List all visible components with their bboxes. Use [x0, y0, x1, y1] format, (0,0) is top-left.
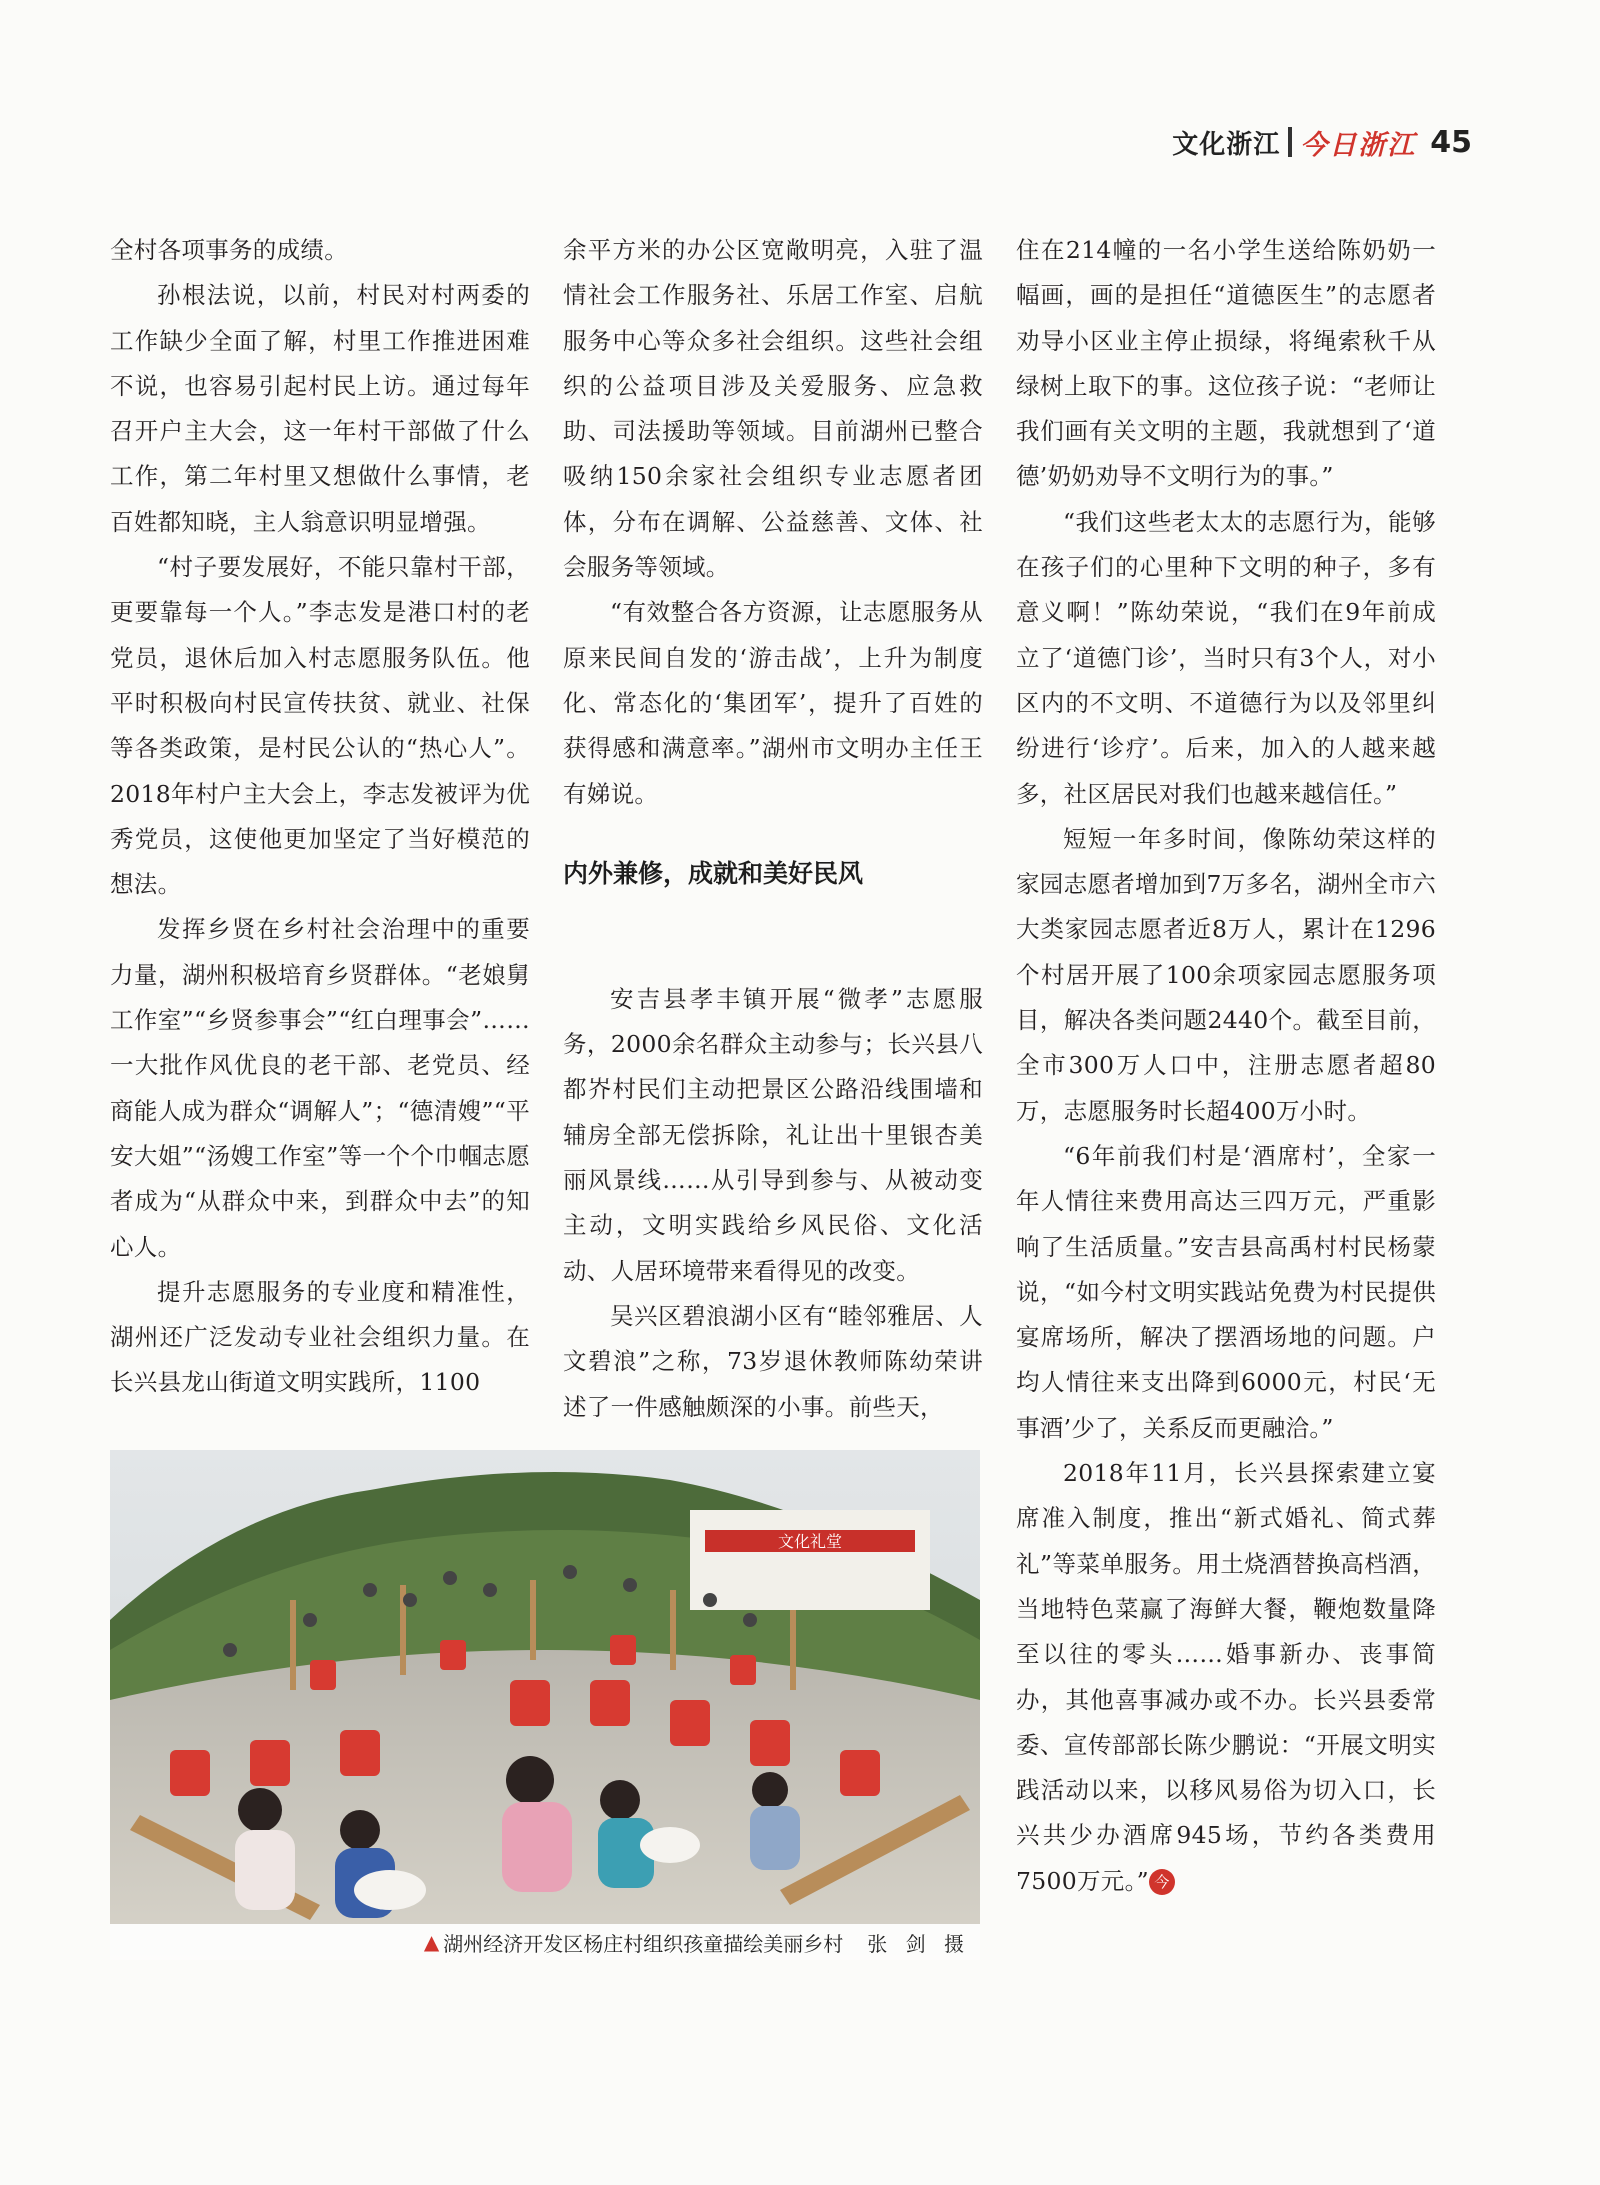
running-header: [1172, 122, 1472, 162]
paragraph-text: 2018年11月，长兴县探索建立宴席准入制度，推出“新式婚礼、简式葬礼”等菜单服务。用土烧酒替换高档酒，当地特色菜赢了海鲜大餐，鞭炮数量降至以往的零头……婚事新办、丧事简办，其他喜事减办或不办。长兴县委常委、宣传部部长陈少鹏说：“开展文明实践活动以来，以移风易俗为切入口，长兴共少办酒席945场，节约各类费用7500万元。”: [1016, 1459, 1436, 1895]
column-1: [110, 228, 530, 1406]
paragraph: “6年前我们村是‘酒席村’，全家一年人情往来费用高达三四万元，严重影响了生活质量。”安吉县高禹村村民杨蒙说，“如今村文明实践站免费为村民提供宴席场所，解决了摆酒场地的问题。户均人情往来支出降到6000元，村民‘无事酒’少了，关系反而更融洽。”: [1016, 1141, 1436, 1442]
paragraph: 孙根法说，以前，村民对村两委的工作缺少全面了解，村里工作推进困难不说，也容易引起村民上访。通过每年召开户主大会，这一年村干部做了什么工作，第二年村里又想做什么事情，老百姓都知晓，主人翁意识明显增强。: [110, 281, 530, 536]
paragraph: 发挥乡贤在乡村社会治理中的重要力量，湖州积极培育乡贤群体。“老娘舅工作室”“乡贤参事会”“红白理事会”……一大批作风优良的老干部、老党员、经商能人成为群众“调解人”；“德清嫂”“平安大姐”“汤嫂工作室”等一个个巾帼志愿者成为“从群众中来，到群众中去”的知心人。: [110, 915, 530, 1261]
page-number: 45: [1430, 124, 1472, 160]
paragraph: [1016, 1451, 1436, 1904]
section-title: 文化浙江: [1172, 129, 1281, 160]
paragraph: 住在214幢的一名小学生送给陈奶奶一幅画，画的是担任“道德医生”的志愿者劝导小区业主停止损绿，将绳索秋千从绿树上取下的事。这位孩子说：“老师让我们画有关文明的主题，我就想到了‘道德’奶奶劝导不文明行为的事。”: [1016, 236, 1436, 491]
article-photo: [110, 1450, 980, 1960]
paragraph: “我们这些老太太的志愿行为，能够在孩子们的心里种下文明的种子，多有意义啊！”陈幼荣说，“我们在9年前成立了‘道德门诊’，当时只有3个人，对小区内的不文明、不道德行为以及邻里纠纷进行‘诊疗’。后来，加入的人越来越多，社区居民对我们也越来越信任。”: [1016, 507, 1436, 808]
column-3: [1016, 228, 1436, 1904]
paragraph: 全村各项事务的成绩。: [110, 236, 348, 264]
banner-text: 文化礼堂: [777, 1532, 843, 1551]
paragraph: “有效整合各方资源，让志愿服务从原来民间自发的‘游击战’，上升为制度化、常态化的‘集团军’，提升了百姓的获得感和满意率。”湖州市文明办主任王有娣说。: [563, 598, 983, 808]
photo-illustration: [110, 1450, 980, 1960]
paragraph: 吴兴区碧浪湖小区有“睦邻雅居、人文碧浪”之称，73岁退休教师陈幼荣讲述了一件感触颇深的小事。前些天，: [563, 1301, 983, 1421]
end-mark-icon: 今: [1149, 1869, 1175, 1895]
caption-triangle-icon: ▲: [423, 1930, 440, 1954]
section-subheading: 内外兼修，成就和美好民风: [563, 858, 864, 888]
photo-caption: [110, 1924, 980, 1960]
paragraph: “村子要发展好，不能只靠村干部，更要靠每一个人。”李志发是港口村的老党员，退休后加入村志愿服务队伍。他平时积极向村民宣传扶贫、就业、社保等各类政策，是村民公认的“热心人”。2018年村户主大会上，李志发被评为优秀党员，这使他更加坚定了当好模范的想法。: [110, 553, 530, 899]
header-divider: [1288, 127, 1292, 157]
paragraph: 提升志愿服务的专业度和精准性，湖州还广泛发动专业社会组织力量。在长兴县龙山街道文明实践所，1100: [110, 1277, 530, 1397]
paragraph: 安吉县孝丰镇开展“微孝”志愿服务，2000余名群众主动参与；长兴县八都岕村民们主动把景区公路沿线围墙和辅房全部无偿拆除，礼让出十里银杏美丽风景线……从引导到参与、从被动变主动，文明实践给乡风民俗、文化活动、人居环境带来看得见的改变。: [563, 984, 983, 1285]
magazine-logo: 今日浙江: [1300, 129, 1417, 161]
paragraph: 短短一年多时间，像陈幼荣这样的家园志愿者增加到7万多名，湖州全市六大类家园志愿者近8万人，累计在1296个村居开展了100余项家园志愿服务项目，解决各类问题2440个。截至目前，全市300万人口中，注册志愿者超80万，志愿服务时长超400万小时。: [1016, 824, 1436, 1125]
caption-text: 湖州经济开发区杨庄村组织孩童描绘美丽乡村: [443, 1931, 844, 1956]
photo-credit: 张 剑 摄: [867, 1931, 970, 1956]
paragraph: 余平方米的办公区宽敞明亮，入驻了温情社会工作服务社、乐居工作室、启航服务中心等众多社会组织。这些社会组织的公益项目涉及关爱服务、应急救助、司法援助等领域。目前湖州已整合吸纳150余家社会组织专业志愿者团体，分布在调解、公益慈善、文体、社会服务等领域。: [563, 236, 983, 582]
column-2: [563, 228, 983, 1430]
